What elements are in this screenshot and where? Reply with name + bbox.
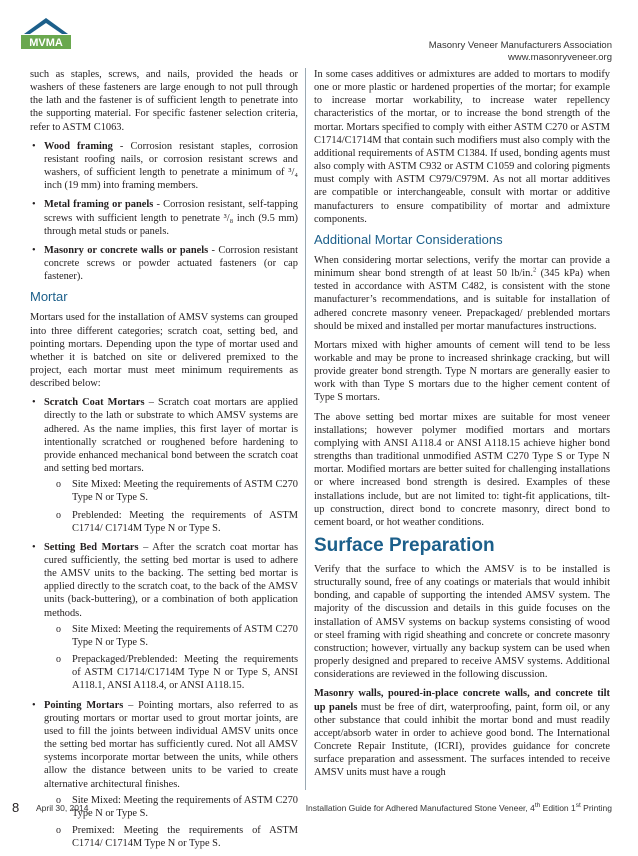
footer-date: April 30, 2014: [36, 803, 89, 813]
list-item: • Setting Bed Mortars – After the scratch coat mortar has cured sufficiently, the setting bed mortar is used to adhere the AMSV units to the backing. The setting bed mortar is applied directly to the scratch coat, to the back of the AMSV units (back-buttering), or a combination of both application methods. o Site Mixed: Meeting the requirements of ASTM C270 Type N or Type S. o Prepackaged/Preblended: Meeting the requirements of ASTM C1714/C1714M Type N or Type S, ANSI A118.1, ANSI A118.4, or ANSI A118.15.: [30, 541, 298, 693]
shear-bond-paragraph: When considering mortar selections, verify the mortar can provide a minimum shear bond strength of at least 50 lb/in.$^2$ (345 kPa) when tested in accordance with ASTM C482, is consistent with the stone manufacturer’s recommendations, and is suitable for installation of adhered concrete masonry veneer. Prepackaged/ preblended mortars should be mixed and installed per mortar manufactures instructions.: [314, 254, 610, 332]
fastener-list: [30, 140, 298, 284]
organization-info: [429, 40, 612, 64]
mvma-logo-icon: [18, 14, 74, 58]
page-footer: [0, 796, 638, 820]
svg-text:MVMA: MVMA: [29, 37, 63, 49]
organization-url[interactable]: www.masonryveneer.org: [507, 52, 612, 63]
cement-content-paragraph: Mortars mixed with higher amounts of cement will tend to be less workable and may be prone to increased shrinkage cracking, but will provide greater bond strength. Type N mortars are generally easier to work with than Type S mortars due to the higher cement content of Type S mortars.: [314, 339, 610, 404]
sub-list: [44, 478, 298, 535]
surface-preparation-heading: Surface Preparation: [314, 535, 495, 556]
sub-list-item: o Site Mixed: Meeting the requirements of ASTM C270 Type N or Type S.: [44, 794, 298, 820]
additives-paragraph: In some cases additives or admixtures are added to mortars to modify one or more plastic or hardened properties of the mortar; for example to increase mortar workability, to increase water repellency characteristics of the mortar, or to increase the bond strength of the mortar. Mortars specified to comply with either ASTM C270 or ASTM C1714/C1714M that contain such modifiers must also comply with the additional requirements of ASTM C1384. If used, bonding agents must also comply with ASTM C932 or ASTM C1059 and coloring pigments must comply with ASTM C979/C979M. As not all mortar additives are compatible or interchangeable, consult with mortar or additive manufacturers to ensure compatibility of mortar and admixture components.: [314, 69, 610, 225]
sub-list: [44, 623, 298, 693]
right-column: [314, 68, 610, 786]
masonry-walls-paragraph: Masonry walls, poured-in-place concrete walls, and concrete tilt up panels must be free of dirt, waterproofing, paint, form oil, or any other substance that could inhibit the mortar bond and must readily accept/absorb water in order to achieve good bond. The International Concrete Repair Institute, (ICRI), provides guidance for concrete surface preparation and assessment. The surfaces intended to receive AMSV units must have a rough: [314, 688, 610, 779]
modified-mortar-paragraph: The above setting bed mortar mixes are suitable for most veneer installations; however polymer modified mortars and mortars complying with ANSI A118.4 or ANSI A118.15 achieve higher bond strengths than traditional unmodified ASTM C270 Type S or Type N mortar. Modified mortars are better suited for challenging installations or where increased bond strength is desired. Examples of these installations include, but are not limited to: tight-fit applications, tilt-up construction, direct bond to concrete masonry, direct bond to cement board, or hot weather conditions.: [314, 411, 610, 528]
additional-mortar-heading: Additional Mortar Considerations: [314, 231, 503, 247]
sub-list-item: o Site Mixed: Meeting the requirements of ASTM C270 Type N or Type S.: [44, 478, 298, 504]
list-item: • Metal framing or panels - Corrosion resistant, self-tapping screws with sufficient length to penetrate ³/₈ inch (9.5 mm) through metal studs or panels.: [30, 198, 298, 237]
sub-list-item: o Premixed: Meeting the requirements of ASTM C1714/ C1714M Type N or Type S.: [44, 824, 298, 850]
list-item: • Masonry or concrete walls or panels - Corrosion resistant concrete screws or powder actuated fasteners (or cap fastener).: [30, 244, 298, 283]
mortar-type-list: [30, 396, 298, 850]
fastener-intro: such as staples, screws, and nails, provided the heads or washers of these fasteners are large enough to not pull through the lath and the fastener is of sufficient length to penetrate into the supporting material. For specific fastener selection criteria, refer to ASTM C1063.: [30, 69, 298, 133]
page-header: [0, 0, 638, 70]
page-number: 8: [12, 800, 20, 815]
list-item: • Scratch Coat Mortars – Scratch coat mortars are applied directly to the lath or substrate to which AMSV systems are adhered. As the name implies, this first layer of mortar is intentionally scratched or roughened before hardening to provide enhanced mechanical bond between the scratch coat and setting bed mortars. o Site Mixed: Meeting the requirements of ASTM C270 Type N or Type S. o Preblended: Meeting the requirements of ASTM C1714/ C1714M Type N or Type S.: [30, 396, 298, 535]
left-column: [30, 68, 298, 856]
organization-name: Masonry Veneer Manufacturers Association: [428, 40, 612, 51]
mortar-intro: Mortars used for the installation of AMSV systems can grouped into three different categories; scratch coat, setting bed, and pointing mortars. Depending upon the type of mortar used and whether it is batched on site or delivered premixed to the project, each mortar must meet minimum requirements as described below:: [30, 312, 298, 390]
sub-list-item: o Preblended: Meeting the requirements of ASTM C1714/ C1714M Type N or Type S.: [44, 509, 298, 535]
footer-title: Installation Guide for Adhered Manufactured Stone Veneer, 4th Edition 1st Printing: [305, 802, 612, 813]
sub-list-item: o Site Mixed: Meeting the requirements of ASTM C270 Type N or Type S.: [44, 623, 298, 649]
surface-verify-paragraph: Verify that the surface to which the AMSV is to be installed is structurally sound, free of any coatings or materials that would inhibit bonding, and capable of supporting the intended AMSV system. The majority of the discussion and details in this guide focuses on the installation of AMSV systems on backup systems consisting of wood or steel framing with rigid sheathing and concrete or concrete masonry construction; however, virtually any backup system can be used when properly designed and prepared to receive AMSV systems. Additional considerations are reviewed in the following discussion.: [314, 564, 610, 681]
mortar-heading: Mortar: [30, 289, 68, 305]
list-item: • Wood framing - Corrosion resistant staples, corrosion resistant roofing nails, or corrosion resistant screws and washers, of sufficient length to penetrate a minimum of ³/₄ inch (19 mm) into framing members.: [30, 140, 298, 193]
column-divider: [305, 68, 306, 790]
list-item: • Pointing Mortars – Pointing mortars, also referred to as grouting mortars or mortar used to grout mortar joints, are used to fill the joints between individual AMSV units once the setting bed mortar has sufficiently cured. Not all AMSV systems incorporate mortar between the units, while others allow the distance between units to be varied to create alternative architectural finishes. o Site Mixed: Meeting the requirements of ASTM C270 Type N or Type S. o Premixed: Meeting the requirements of ASTM C1714/ C1714M Type N or Type S.: [30, 699, 298, 851]
sub-list-item: o Prepackaged/Preblended: Meeting the requirements of ASTM C1714/C1714M Type N or Type S, ANSI A118.1, ANSI A118.4, or ANSI A118.15.: [44, 653, 298, 692]
